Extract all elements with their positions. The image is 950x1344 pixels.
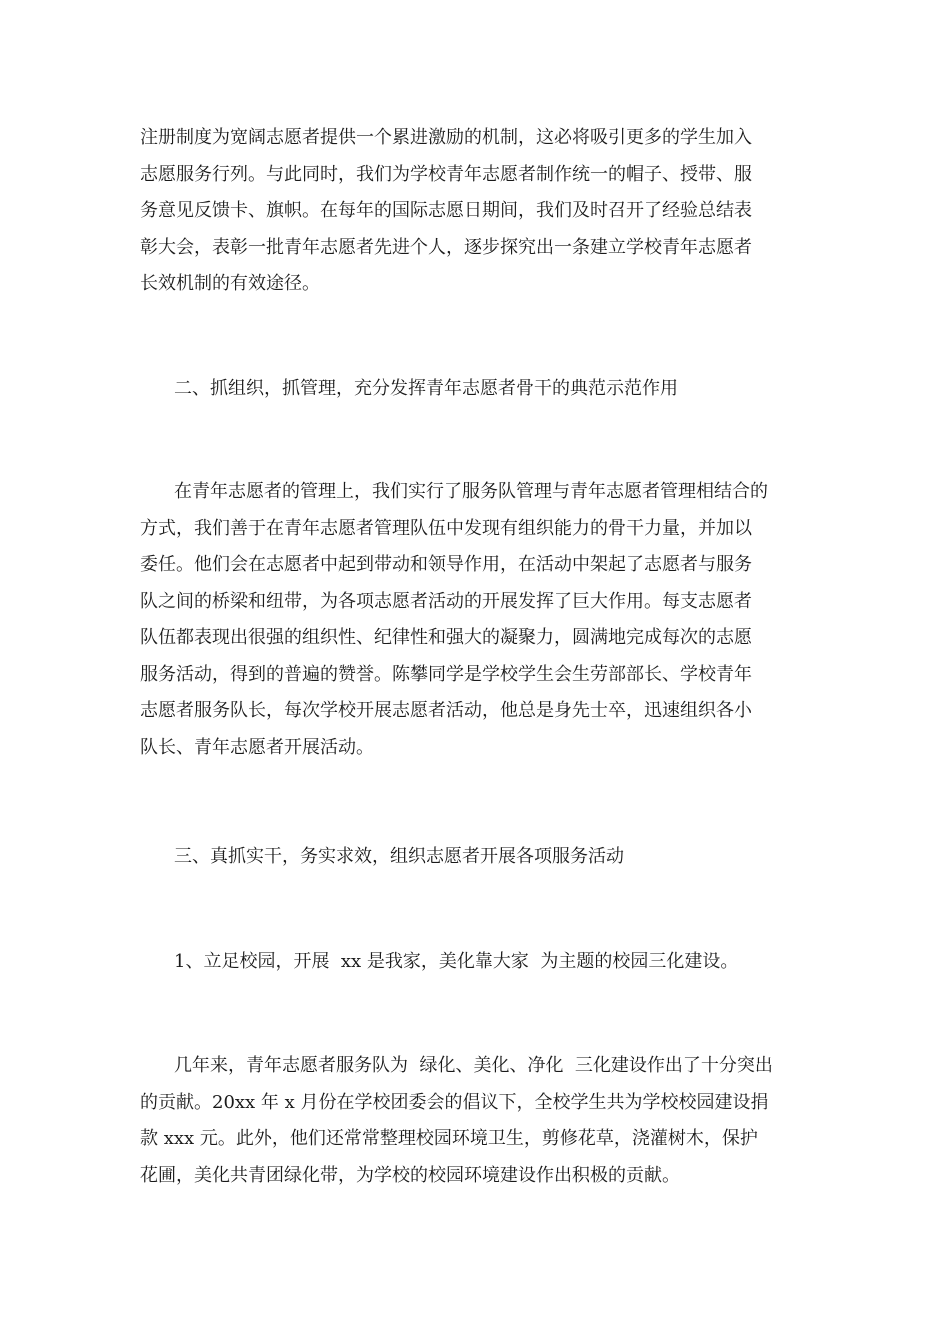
paragraph-line: 在青年志愿者的管理上，我们实行了服务队管理与青年志愿者管理相结合的 xyxy=(174,481,768,502)
paragraph-line: 服务活动，得到的普遍的赞誉。陈攀同学是学校学生会生劳部部长、学校青年 xyxy=(140,663,752,685)
paragraph-line: 志愿者服务队长，每次学校开展志愿者活动，他总是身先士卒，迅速组织各小 xyxy=(140,700,752,721)
paragraph-line: 队长、青年志愿者开展活动。 xyxy=(140,736,374,758)
paragraph-line: 志愿服务行列。与此同时，我们为学校青年志愿者制作统一的帽子、授带、服 xyxy=(140,163,752,185)
paragraph-line: 彰大会，表彰一批青年志愿者先进个人，逐步探究出一条建立学校青年志愿者 xyxy=(140,236,752,258)
paragraph-line: 的贡献。20xx 年 x 月份在学校团委会的倡议下，全校学生共为学校校园建设捐 xyxy=(140,1091,769,1113)
paragraph-line: 几年来，青年志愿者服务队为 绿化、美化、净化 三化建设作出了十分突出 xyxy=(174,1055,773,1076)
paragraph-campus xyxy=(140,1048,810,1194)
list-item-text: 1、立足校园，开展 xx 是我家，美化靠大家 为主题的校园三化建设。 xyxy=(174,951,739,972)
paragraph-line: 长效机制的有效途径。 xyxy=(140,273,320,294)
section-heading-2 xyxy=(140,371,810,408)
section-heading-3 xyxy=(140,839,810,876)
paragraph-line: 注册制度为宽阔志愿者提供一个累进激励的机制，这必将吸引更多的学生加入 xyxy=(140,127,752,148)
heading-text: 三、真抓实干，务实求效，组织志愿者开展各项服务活动 xyxy=(174,846,624,867)
paragraph-line: 委任。他们会在志愿者中起到带动和领导作用，在活动中架起了志愿者与服务 xyxy=(140,554,752,575)
paragraph-line: 队伍都表现出很强的组织性、纪律性和强大的凝聚力，圆满地完成每次的志愿 xyxy=(140,627,752,648)
heading-text: 二、抓组织，抓管理，充分发挥青年志愿者骨干的典范示范作用 xyxy=(174,378,678,399)
list-item-1 xyxy=(140,944,810,981)
paragraph-management xyxy=(140,474,810,766)
paragraph-line: 花圃，美化共青团绿化带，为学校的校园环境建设作出积极的贡献。 xyxy=(140,1164,680,1186)
paragraph-line: 队之间的桥梁和纽带，为各项志愿者活动的开展发挥了巨大作用。每支志愿者 xyxy=(140,590,752,612)
paragraph-line: 务意见反馈卡、旗帜。在每年的国际志愿日期间，我们及时召开了经验总结表 xyxy=(140,200,752,221)
paragraph-line: 方式，我们善于在青年志愿者管理队伍中发现有组织能力的骨干力量，并加以 xyxy=(140,517,752,539)
paragraph-line: 款 xxx 元。此外，他们还常常整理校园环境卫生，剪修花草，浇灌树木，保护 xyxy=(140,1128,758,1149)
paragraph-registration xyxy=(140,120,810,303)
